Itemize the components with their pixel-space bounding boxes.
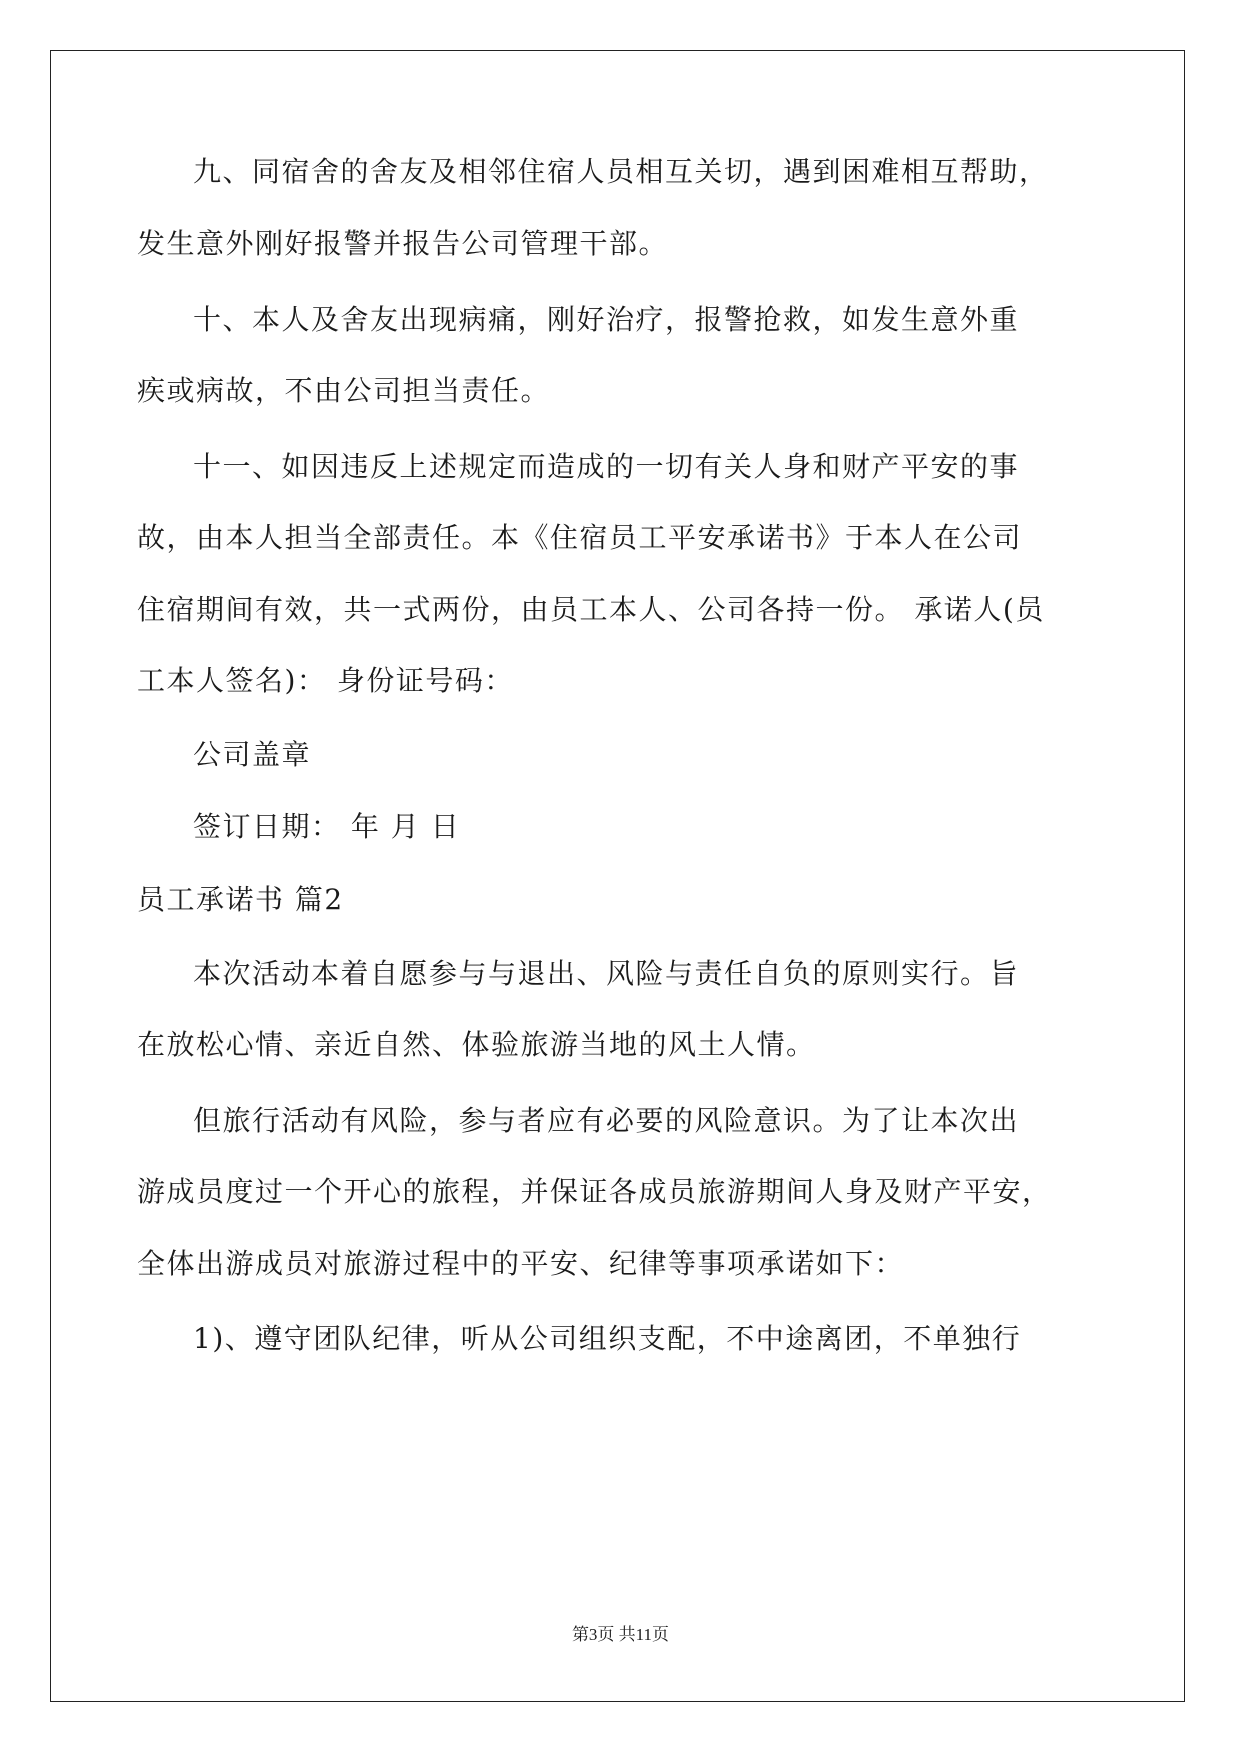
section-heading: 员工承诺书 篇2 xyxy=(137,883,344,916)
paragraph-line: 发生意外刚好报警并报告公司管理干部。 xyxy=(137,227,669,260)
paragraph-line: 故，由本人担当全部责任。本《住宿员工平安承诺书》于本人在公司 xyxy=(137,521,1023,554)
signing-date: 签订日期： 年 月 日 xyxy=(193,810,461,843)
paragraph-line: 本次活动本着自愿参与与退出、风险与责任自负的原则实行。旨 xyxy=(193,957,1020,990)
paragraph-line: 但旅行活动有风险，参与者应有必要的风险意识。为了让本次出 xyxy=(193,1104,1020,1137)
paragraph-line: 1)、遵守团队纪律，听从公司组织支配，不中途离团，不单独行 xyxy=(193,1322,1022,1355)
paragraph-line: 游成员度过一个开心的旅程，并保证各成员旅游期间人身及财产平安， xyxy=(137,1175,1052,1208)
paragraph-line: 九、同宿舍的舍友及相邻住宿人员相互关切，遇到困难相互帮助， xyxy=(193,155,1049,188)
paragraph-line: 十一、如因违反上述规定而造成的一切有关人身和财产平安的事 xyxy=(193,450,1020,483)
paragraph-line: 在放松心情、亲近自然、体验旅游当地的风土人情。 xyxy=(137,1028,816,1061)
paragraph-line: 住宿期间有效，共一式两份，由员工本人、公司各持一份。 承诺人(员 xyxy=(137,593,1045,626)
page-number: 第3页 共11页 xyxy=(571,1625,670,1644)
paragraph-line: 全体出游成员对旅游过程中的平安、纪律等事项承诺如下： xyxy=(137,1247,905,1280)
paragraph-line: 工本人签名)： 身份证号码： xyxy=(137,664,514,697)
paragraph-line: 十、本人及舍友出现病痛，刚好治疗，报警抢救，如发生意外重 xyxy=(193,303,1020,336)
paragraph-line: 疾或病故，不由公司担当责任。 xyxy=(137,374,551,407)
stamp-label: 公司盖章 xyxy=(193,738,312,771)
